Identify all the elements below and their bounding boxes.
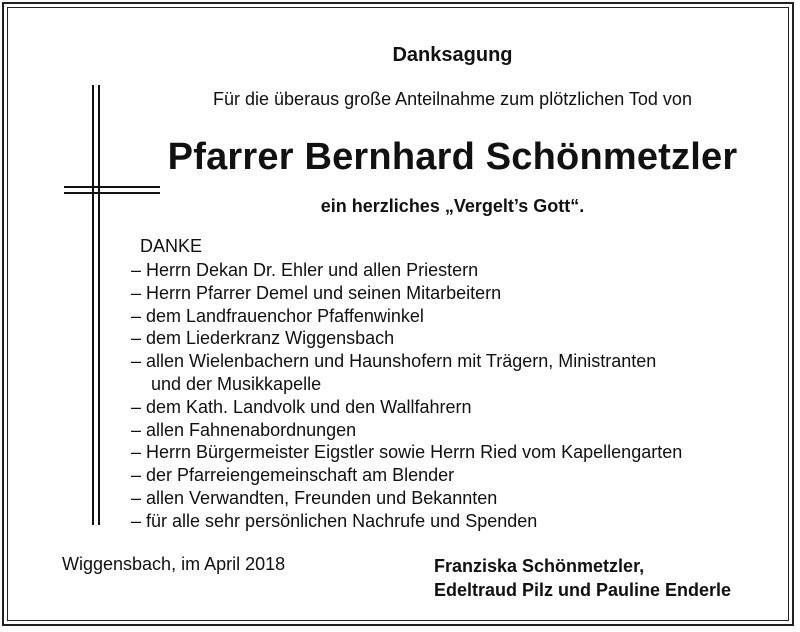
signature-line-2: Edeltraud Pilz und Pauline Enderle xyxy=(434,580,732,600)
intro-line: Für die überaus große Anteilnahme zum plötzlichen Tod von xyxy=(213,89,692,109)
list-item: – dem Liederkranz Wiggensbach xyxy=(131,328,395,349)
signature-line-1: Franziska Schönmetzler, xyxy=(434,556,645,576)
list-item: – der Pfarreiengemeinschaft am Blender xyxy=(131,465,455,486)
thanks-list xyxy=(131,259,682,533)
list-item: – allen Verwandten, Freunden und Bekannten xyxy=(131,487,498,508)
list-item: – Herrn Pfarrer Demel und seinen Mitarbeitern xyxy=(131,282,502,303)
signature-block xyxy=(434,554,731,602)
list-item: – Herrn Bürgermeister Eigstler sowie Herrn Ried vom Kapellengarten xyxy=(131,442,683,463)
list-item: – Herrn Dekan Dr. Ehler und allen Priestern xyxy=(131,260,479,280)
list-item: – für alle sehr persönlichen Nachrufe und Spenden xyxy=(131,510,538,531)
list-item: – dem Kath. Landvolk und den Wallfahrern xyxy=(131,396,472,417)
danke-label: DANKE xyxy=(140,236,203,256)
list-item xyxy=(131,350,682,396)
place-date: Wiggensbach, im April 2018 xyxy=(62,554,286,574)
notice-heading: Danksagung xyxy=(392,44,513,66)
deceased-name: Pfarrer Bernhard Schönmetzler xyxy=(167,136,738,178)
list-item-continuation: und der Musikkapelle xyxy=(151,373,322,394)
list-item: – allen Fahnenabordnungen xyxy=(131,419,357,440)
list-item: – dem Landfrauenchor Pfaffenwinkel xyxy=(131,305,424,326)
thanks-line: ein herzliches „Vergelt’s Gott“. xyxy=(320,196,585,216)
list-item-text: – allen Wielenbachern und Haunshofern mit Trägern, Ministranten xyxy=(131,351,657,372)
